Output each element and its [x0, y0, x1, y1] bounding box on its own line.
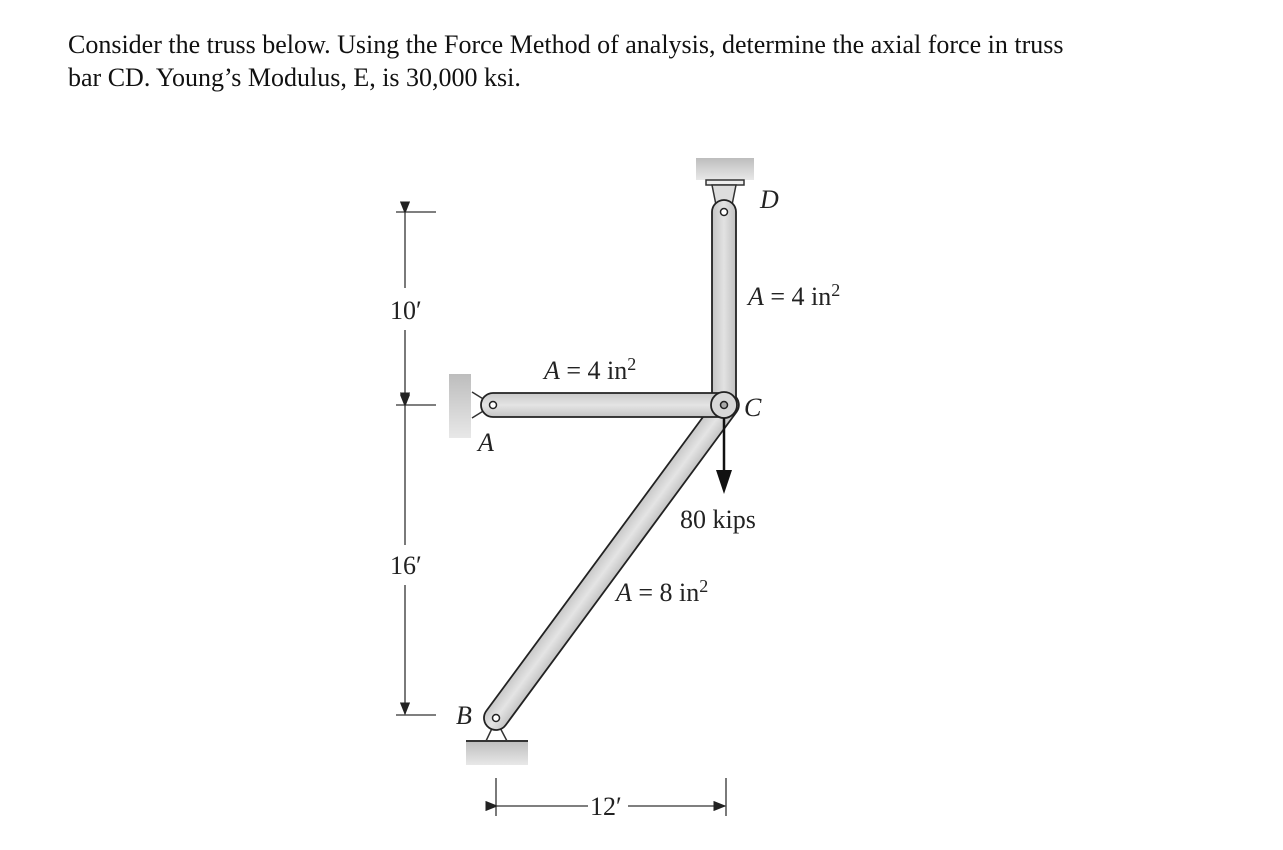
bar-CD	[712, 200, 736, 405]
label-node-D: D	[760, 185, 779, 214]
label-area-BC: A = 8 $in^2$	[616, 576, 709, 607]
label-node-C: C	[744, 393, 762, 422]
area-AC-text: = 4 in	[559, 356, 628, 385]
area-exponent: 2	[831, 280, 841, 300]
load-label: 80 kips	[680, 505, 756, 534]
pin-D	[721, 209, 728, 216]
label-node-A: A	[478, 428, 494, 457]
dimension-10ft: 10′	[390, 296, 422, 325]
problem-line-2: bar CD. Young’s Modulus, E, is 30,000 ksi.	[68, 63, 521, 92]
pin-B	[493, 715, 500, 722]
pin-A	[490, 402, 497, 409]
vertical-dimension	[396, 212, 436, 715]
bar-BC	[479, 388, 743, 735]
dimension-12ft: 12′	[590, 792, 622, 821]
label-node-B: B	[456, 701, 472, 730]
problem-line-1: Consider the truss below. Using the Force Method of analysis, determine the axial force in truss	[68, 30, 1064, 59]
area-exponent: 2	[699, 576, 709, 596]
bar-AC	[481, 393, 724, 417]
label-area-CD: A = 4 $in^2$	[748, 280, 841, 311]
pin-C	[721, 402, 728, 409]
area-exponent: 2	[627, 354, 637, 374]
area-CD-text: = 4 in	[763, 282, 832, 311]
area-BC-text: = 8 in	[631, 578, 700, 607]
label-area-AC: A = 4 $in^2$	[544, 354, 637, 385]
dimension-16ft: 16′	[390, 551, 422, 580]
